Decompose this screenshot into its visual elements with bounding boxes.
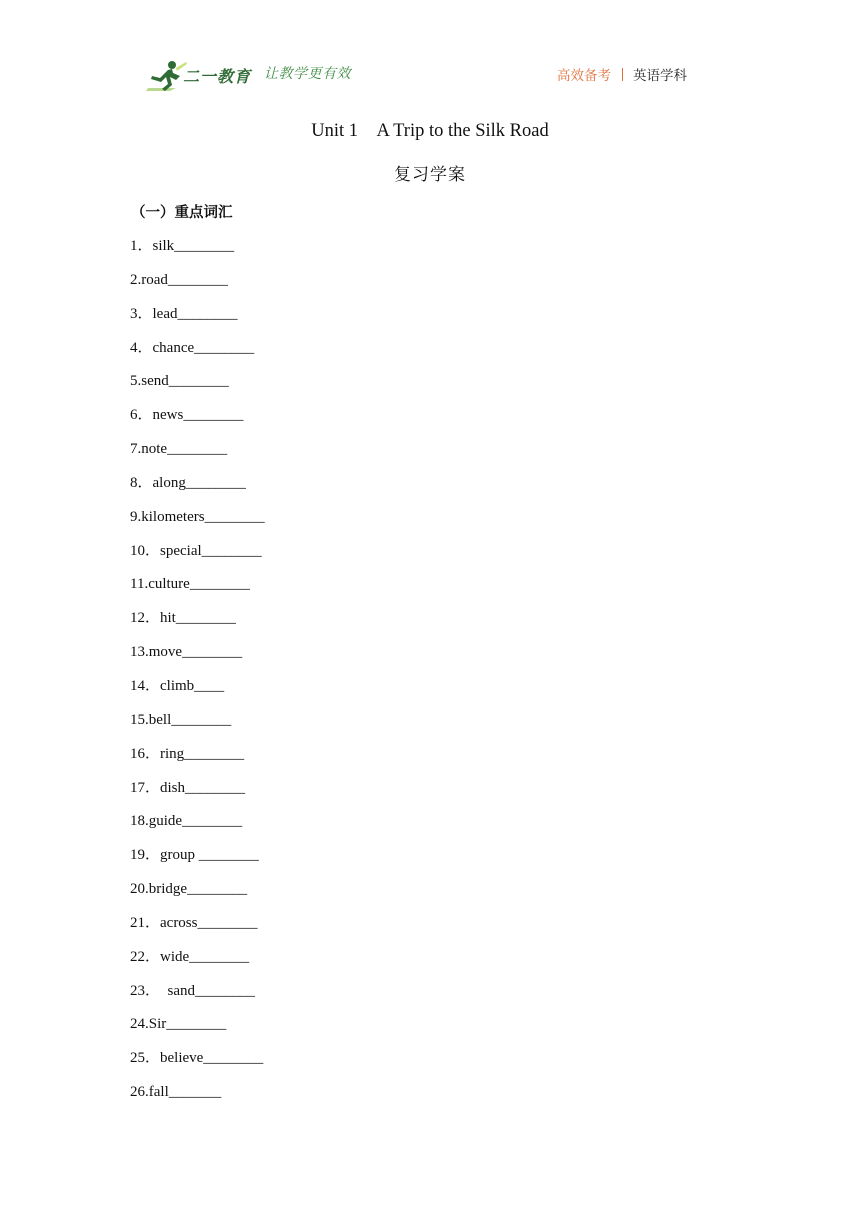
vocab-item: 21．across________	[130, 914, 258, 931]
vocab-item: 3．lead________	[130, 305, 238, 322]
vocab-item: 4．chance________	[130, 339, 255, 356]
vocab-item: 8．along________	[130, 474, 246, 491]
vocab-item: 5.send________	[130, 373, 229, 390]
header-divider	[622, 68, 623, 81]
vocab-item: 23． sand________	[130, 982, 255, 999]
vocab-item: 22．wide________	[130, 948, 250, 965]
vocab-item: 12．hit________	[130, 610, 236, 627]
vocab-item: 2.road________	[130, 271, 228, 288]
vocab-item: 7.note________	[130, 441, 228, 458]
exam-tag: 高效备考	[557, 68, 611, 84]
vocab-item: 19．group ________	[130, 847, 259, 864]
vocab-list	[130, 236, 265, 1116]
vocab-item: 20.bridge________	[130, 881, 248, 898]
vocab-item: 17．dish________	[130, 779, 246, 796]
document-subtitle: 复习学案	[394, 165, 466, 185]
vocab-item: 15.bell________	[130, 711, 232, 728]
page-header	[0, 0, 860, 100]
vocab-item: 14．climb____	[130, 677, 225, 694]
vocab-item: 13.move________	[130, 644, 243, 661]
vocab-item: 18.guide________	[130, 813, 243, 830]
vocab-item: 9.kilometers________	[130, 508, 265, 525]
header-subject-info	[557, 64, 687, 84]
vocab-item: 26.fall_______	[130, 1084, 222, 1101]
brand-name: 二一教育	[183, 67, 252, 86]
vocab-item: 16．ring________	[130, 745, 245, 762]
vocab-item: 1．silk________	[130, 238, 235, 254]
subject-label: 英语学科	[633, 68, 687, 84]
brand-slogan: 让教学更有效	[264, 66, 351, 82]
vocab-item: 10．special________	[130, 542, 262, 559]
vocab-item: 25．believe________	[130, 1050, 264, 1067]
vocab-item: 11.culture________	[130, 576, 250, 593]
document-title: Unit 1 A Trip to the Silk Road	[311, 121, 549, 141]
section-title: （一）重点词汇	[131, 205, 233, 221]
vocab-item: 6．news________	[130, 407, 244, 424]
vocab-item: 24.Sir________	[130, 1016, 227, 1033]
